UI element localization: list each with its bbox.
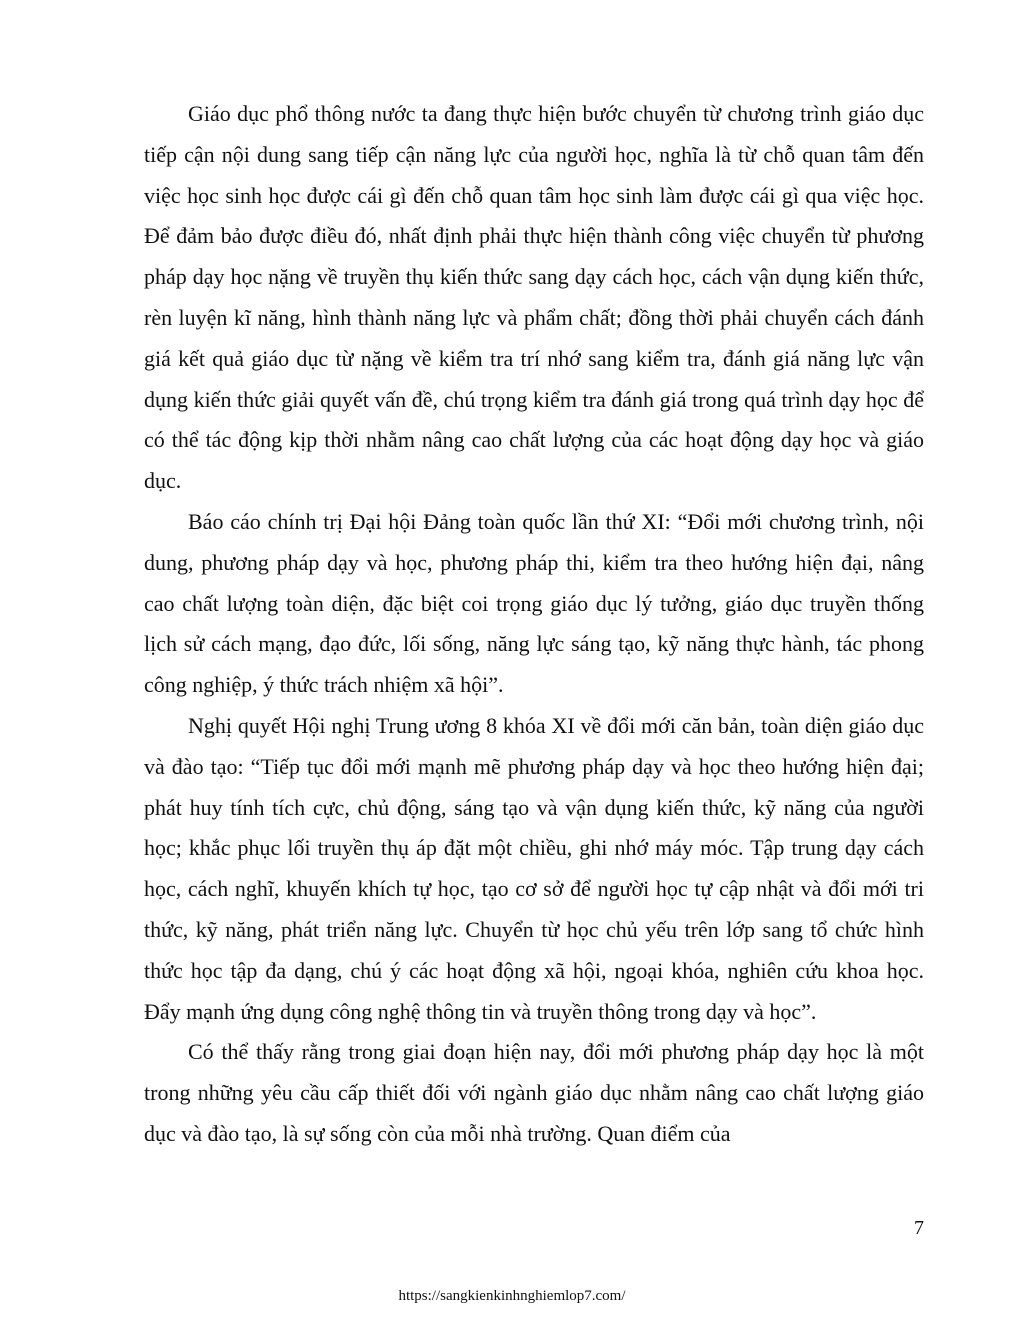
page-number: 7 <box>914 1217 924 1239</box>
paragraph-1: Giáo dục phổ thông nước ta đang thực hiện bước chuyển từ chương trình giáo dục tiếp cận nội dung sang tiếp cận năng lực của người học, nghĩa là từ chỗ quan tâm đến việc học sinh học được cái gì đến chỗ quan tâm học sinh làm được cái gì qua việc học. Để đảm bảo được điều đó, nhất định phải thực hiện thành công việc chuyển từ phương pháp dạy học nặng về truyền thụ kiến thức sang dạy cách học, cách vận dụng kiến thức, rèn luyện kĩ năng, hình thành năng lực và phẩm chất; đồng thời phải chuyển cách đánh giá kết quả giáo dục từ nặng về kiểm tra trí nhớ sang kiểm tra, đánh giá năng lực vận dụng kiến thức giải quyết vấn đề, chú trọng kiểm tra đánh giá trong quá trình dạy học để có thể tác động kịp thời nhằm nâng cao chất lượng của các hoạt động dạy học và giáo dục. <box>144 101 924 494</box>
footer-url[interactable]: https://sangkienkinhnghiemlop7.com/ <box>398 1288 626 1304</box>
paragraph-3: Nghị quyết Hội nghị Trung ương 8 khóa XI về đổi mới căn bản, toàn diện giáo dục và đào tạo: “Tiếp tục đổi mới mạnh mẽ phương pháp dạy và học theo hướng hiện đại; phát huy tính tích cực, chủ động, sáng tạo và vận dụng kiến thức, kỹ năng của người học; khắc phục lối truyền thụ áp đặt một chiều, ghi nhớ máy móc. Tập trung dạy cách học, cách nghĩ, khuyến khích tự học, tạo cơ sở để người học tự cập nhật và đổi mới tri thức, kỹ năng, phát triển năng lực. Chuyển từ học chủ yếu trên lớp sang tổ chức hình thức học tập đa dạng, chú ý các hoạt động xã hội, ngoại khóa, nghiên cứu khoa học. Đẩy mạnh ứng dụng công nghệ thông tin và truyền thông trong dạy và học”. <box>144 712 924 1024</box>
paragraph-2: Báo cáo chính trị Đại hội Đảng toàn quốc lần thứ XI: “Đổi mới chương trình, nội dung, phương pháp dạy và học, phương pháp thi, kiểm tra theo hướng hiện đại, nâng cao chất lượng toàn diện, đặc biệt coi trọng giáo dục lý tưởng, giáo dục truyền thống lịch sử cách mạng, đạo đức, lối sống, năng lực sáng tạo, kỹ năng thực hành, tác phong công nghiệp, ý thức trách nhiệm xã hội”. <box>144 508 924 698</box>
paragraph-4: Có thể thấy rằng trong giai đoạn hiện nay, đổi mới phương pháp dạy học là một trong những yêu cầu cấp thiết đối với ngành giáo dục nhằm nâng cao chất lượng giáo dục và đào tạo, là sự sống còn của mỗi nhà trường. Quan điểm của <box>144 1039 924 1146</box>
body-text <box>144 94 924 1155</box>
